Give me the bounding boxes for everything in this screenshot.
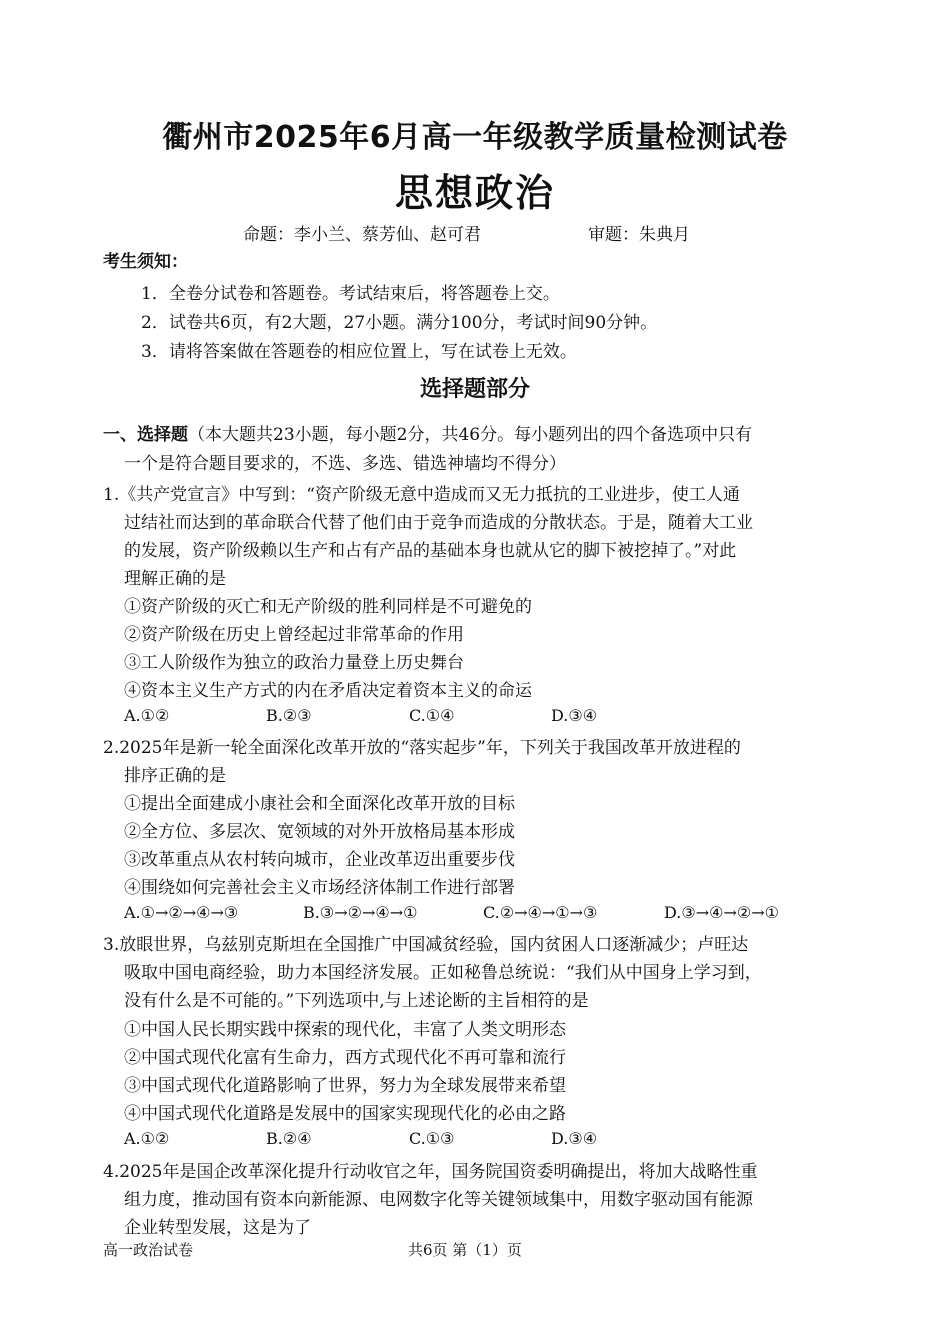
question-stem-line: 企业转型发展，这是为了 <box>124 1218 311 1238</box>
authors-text: 命题：李小兰、蔡芳仙、赵可君 <box>243 225 481 245</box>
question-stem-line: 组力度，推动国有资本向新能源、电网数字化等关键领域集中，用数字驱动国有能源 <box>124 1190 753 1210</box>
question-stem-line: 吸取中国电商经验，助力本国经济发展。正如秘鲁总统说：“我们从中国身上学习到， <box>124 963 762 983</box>
answer-option-b[interactable]: B.②③ <box>266 706 312 725</box>
statement-item: ①中国人民长期实践中探索的现代化，丰富了人类文明形态 <box>124 1020 566 1040</box>
answer-option-c[interactable]: C.①③ <box>409 1129 455 1148</box>
notice-item: 3．请将答案做在答题卷的相应位置上，写在试卷上无效。 <box>141 342 577 362</box>
notice-item: 2．试卷共6页，有2大题，27小题。满分100分，考试时间90分钟。 <box>141 313 658 333</box>
statement-item: ①资产阶级的灭亡和无产阶级的胜利同样是不可避免的 <box>124 597 532 617</box>
answer-option-b[interactable]: B.②④ <box>266 1129 312 1148</box>
question-stem-line: 理解正确的是 <box>124 569 226 589</box>
part-description-line: 一个是符合题目要求的，不选、多选、错选神墙均不得分） <box>124 454 566 474</box>
part-instruction-line <box>103 420 752 445</box>
section-heading: 选择题部分 <box>419 377 530 402</box>
answer-option-b[interactable]: B.③→②→④→① <box>303 903 418 922</box>
statement-item: ③改革重点从农村转向城市，企业改革迈出重要步伐 <box>124 850 515 870</box>
notice-item: 1．全卷分试卷和答题卷。考试结束后，将答题卷上交。 <box>141 284 560 304</box>
question-stem-line: 4.2025年是国企改革深化提升行动收官之年，国务院国资委明确提出，将加大战略性重 <box>103 1162 758 1182</box>
exam-title: 衢州市2025年6月高一年级教学质量检测试卷 <box>162 120 788 155</box>
answer-option-c[interactable]: C.①④ <box>409 706 455 725</box>
footer-page-number: 共6页 第（1）页 <box>408 1241 522 1259</box>
part-description: （本大题共23小题，每小题2分，共46分。每小题列出的四个备选项中只有 <box>188 425 753 445</box>
statement-item: ③工人阶级作为独立的政治力量登上历史舞台 <box>124 653 464 673</box>
question-stem-line: 2.2025年是新一轮全面深化改革开放的“落实起步”年，下列关于我国改革开放进程的 <box>103 738 741 758</box>
question-stem-line: 3.放眼世界，乌兹别克斯坦在全国推广中国减贫经验，国内贫困人口逐渐减少；卢旺达 <box>103 935 749 955</box>
answer-option-d[interactable]: D.③④ <box>551 706 598 725</box>
part-label: 一、选择题 <box>103 425 188 445</box>
answer-option-a[interactable]: A.①② <box>124 706 170 725</box>
question-stem-line: 过结社而达到的革命联合代替了他们由于竞争而造成的分散状态。于是，随着大工业 <box>124 513 753 533</box>
notice-heading: 考生须知： <box>103 252 188 272</box>
footer-left: 高一政治试卷 <box>103 1241 194 1259</box>
answer-option-a[interactable]: A.①② <box>124 1129 170 1148</box>
statement-item: ③中国式现代化道路影响了世界，努力为全球发展带来希望 <box>124 1076 566 1096</box>
question-stem-line: 的发展，资产阶级赖以生产和占有产品的基础本身也就从它的脚下被挖掉了。”对此 <box>124 541 737 561</box>
statement-item: ④围绕如何完善社会主义市场经济体制工作进行部署 <box>124 878 515 898</box>
reviewer-text: 审题：朱典月 <box>588 225 690 245</box>
statement-item: ②中国式现代化富有生命力，西方式现代化不再可靠和流行 <box>124 1048 566 1068</box>
statement-item: ①提出全面建成小康社会和全面深化改革开放的目标 <box>124 794 515 814</box>
question-stem-line: 排序正确的是 <box>124 766 226 786</box>
statement-item: ④中国式现代化道路是发展中的国家实现现代化的必由之路 <box>124 1104 566 1124</box>
answer-option-d[interactable]: D.③④ <box>551 1129 598 1148</box>
statement-item: ②资产阶级在历史上曾经起过非常革命的作用 <box>124 625 464 645</box>
answer-option-c[interactable]: C.②→④→①→③ <box>483 903 598 922</box>
statement-item: ④资本主义生产方式的内在矛盾决定着资本主义的命运 <box>124 681 532 701</box>
subject-title: 思想政治 <box>394 171 555 215</box>
question-stem-line: 1.《共产党宣言》中写到：“资产阶级无意中造成而又无力抵抗的工业进步，使工人通 <box>103 485 740 505</box>
answer-option-d[interactable]: D.③→④→②→① <box>664 903 779 922</box>
statement-item: ②全方位、多层次、宽领域的对外开放格局基本形成 <box>124 822 515 842</box>
answer-option-a[interactable]: A.①→②→④→③ <box>124 903 239 922</box>
question-stem-line: 没有什么是不可能的。”下列选项中,与上述论断的主旨相符的是 <box>124 991 589 1011</box>
